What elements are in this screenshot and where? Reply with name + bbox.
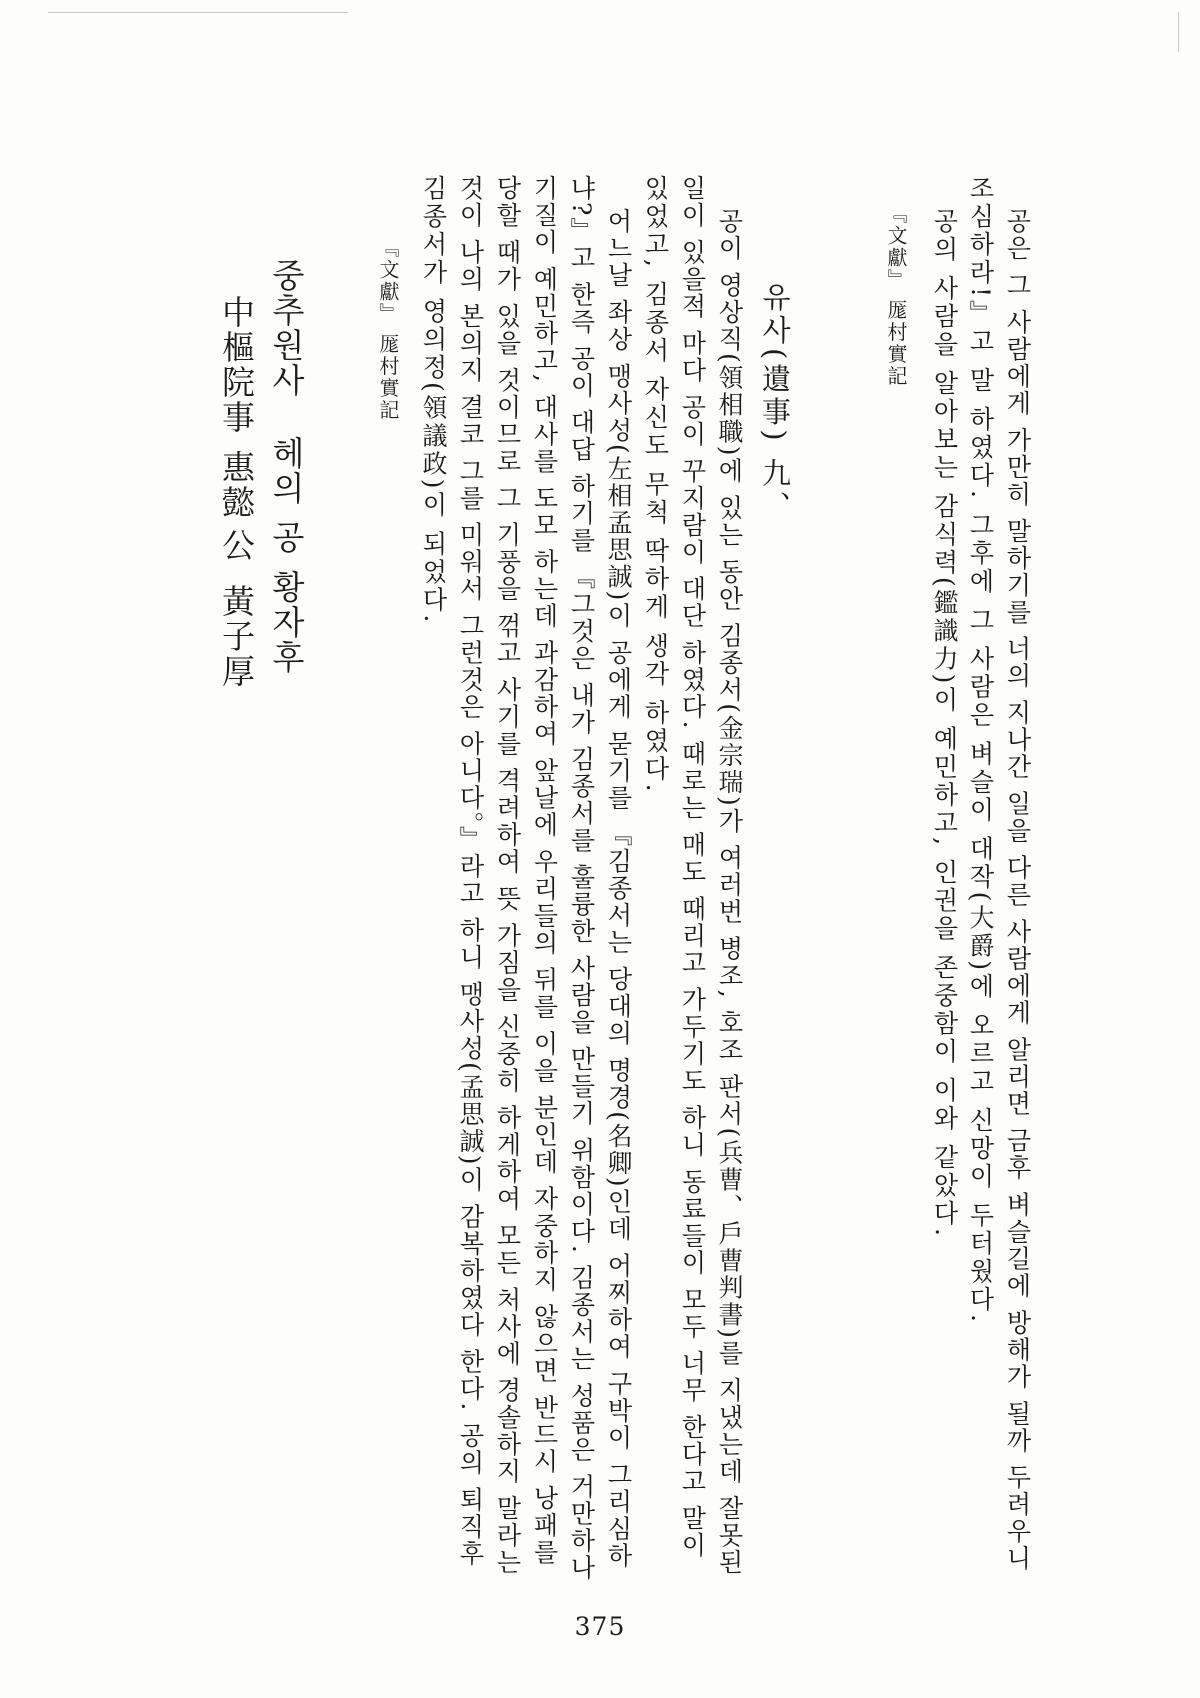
section-title: 유사(遺事) 九、	[758, 282, 792, 524]
signature-hangul: 공	[267, 520, 306, 555]
scan-edge-line	[48, 12, 348, 13]
signature-hanja: 惠懿	[217, 450, 256, 520]
signature-hangul: 중추원사	[267, 258, 306, 398]
scan-edge-line	[1178, 12, 1179, 52]
source-reference: 『文獻』 厖村實記	[884, 203, 908, 388]
signature-hanja: 中樞院事	[217, 295, 256, 435]
page-number: 375	[574, 1612, 626, 1641]
author-signature	[212, 258, 322, 689]
signature-hanja: 公	[217, 528, 256, 563]
text-line: 조심하라!』고 말 하였다. 그후에 그 사람은 벼슬이 대작(大爵)에 오르고 신망이 두터웠다.	[966, 175, 995, 1325]
source-reference: 『文獻』 厖村實記	[376, 237, 400, 422]
text-line: 어느날 좌상 맹사성(左相孟思誠)이 공에게 묻기를 『김종서는 당대의 명경(名卿)인데 어찌하여 구박이 그리심하	[604, 208, 633, 1570]
text-line: 있었고, 김종서 자신도 무척 딱하게 생각 하였다.	[641, 175, 670, 795]
text-line: 김종서가 영의정(領議政)이 되었다.	[419, 175, 448, 626]
signature-hanja: 黃子厚	[217, 584, 256, 689]
text-line: 일이 있을적 마다 공이 꾸지람이 대단 하였다. 때로는 매도 때리고 가두기도 하니 동료들이 모두 너무 한다고 말이	[678, 175, 707, 1560]
text-line: 공이 영상직(領相職)에 있는 동안 김종서(金宗瑞)가 여러번 병조, 호조 판서(兵曹、戶曹判書)를 지냈는데 잘못된	[715, 208, 744, 1576]
text-line: 기질이 예민하고, 대사를 도모 하는데 과감하여 앞날에 우리들의 뒤를 이을 분인데 자중하지 않으면 반드시 낭패를	[530, 175, 559, 1567]
text-line: 냐?』고 한즉 공이 대답 하기를 『그것은 내가 김종서를 훌륭한 사람을 만들기 위함이다. 김종서는 성품은 거만하나	[567, 175, 596, 1582]
text-line: 공은 그 사람에게 가만히 말하기를 너의 지나간 일을 다른 사람에게 알리면 금후 벼슬길에 방해가 될까 두려우니	[1003, 208, 1032, 1573]
text-line: 것이 나의 본의지 결코 그를 미워서 그런것은 아니다。』라고 하니 맹사성(孟思誠)이 감복하였다 한다. 공의 퇴직후	[456, 175, 485, 1568]
text-line: 공의 사람을 알아보는 감식력(鑑識力)이 예민하고, 인권을 존중함이 이와 같았다.	[930, 208, 959, 1239]
signature-hangul: 헤의	[267, 436, 306, 506]
signature-hangul: 황자후	[267, 570, 306, 675]
text-line: 당할 때가 있을 것이므로 그 기풍을 꺾고 사기를 격려하여 뜻 가짐을 신중히 하게하여 모든 처사에 경솔하지 말라는	[493, 175, 522, 1577]
